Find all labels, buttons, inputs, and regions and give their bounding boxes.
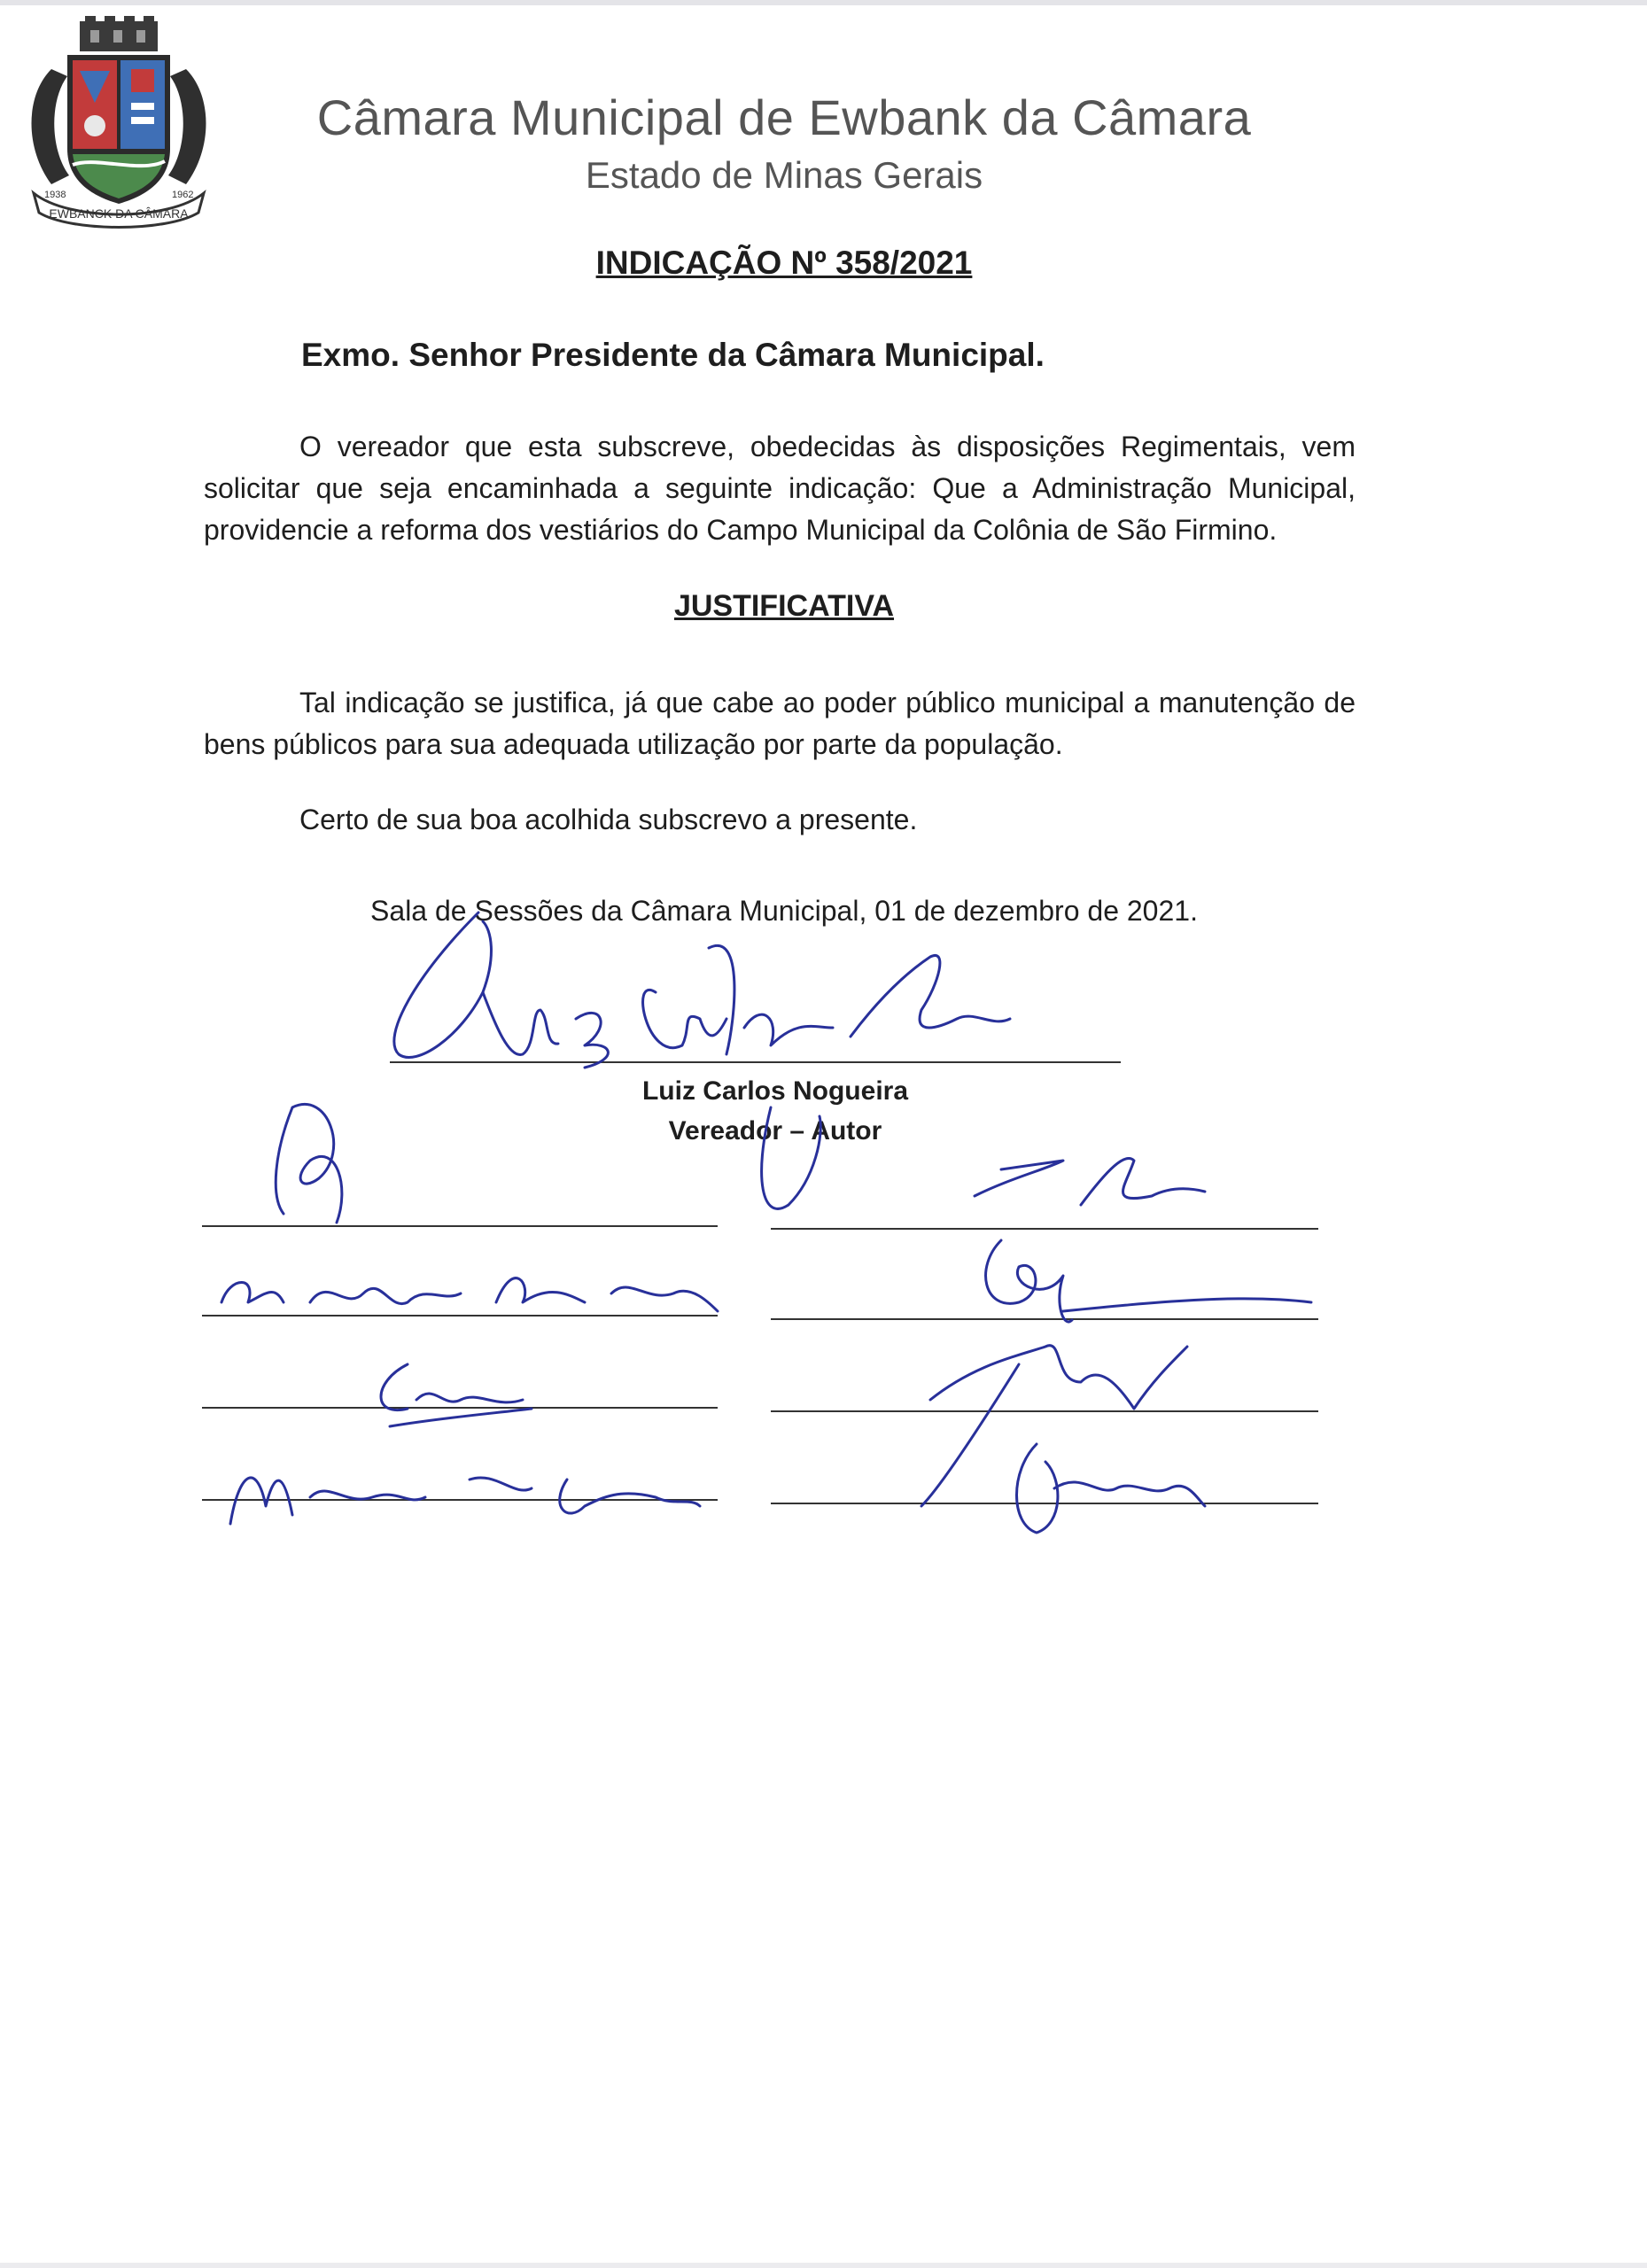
cosigner-signature-left-2 — [221, 1278, 718, 1311]
cosigner-line-right-1 — [771, 1228, 1318, 1230]
cosigner-line-right-3 — [771, 1410, 1318, 1412]
cosigner-signature-right-1 — [975, 1158, 1205, 1205]
author-name: Luiz Carlos Nogueira — [641, 1076, 909, 1106]
cosigner-line-left-3 — [202, 1407, 718, 1409]
cosigner-line-right-2 — [771, 1318, 1318, 1320]
cosigner-signature-right-3 — [921, 1346, 1187, 1506]
state-subtitle: Estado de Minas Gerais — [585, 154, 983, 196]
svg-text:1962: 1962 — [172, 190, 194, 200]
justification-heading: JUSTIFICATIVA — [673, 589, 895, 623]
svg-text:EWBANCK DA CÂMARA: EWBANCK DA CÂMARA — [49, 206, 189, 221]
scan-edge-bottom — [0, 2263, 1647, 2268]
cosigner-signature-left-1 — [276, 1104, 342, 1223]
cosigner-line-right-4 — [771, 1503, 1318, 1504]
chamber-title: Câmara Municipal de Ewbank da Câmara — [316, 89, 1252, 145]
cosigner-line-left-2 — [202, 1315, 718, 1317]
svg-text:1938: 1938 — [44, 190, 66, 200]
cosigner-line-left-4 — [202, 1499, 718, 1501]
municipal-coat-of-arms-icon — [16, 16, 221, 229]
cosigner-signature-right-4 — [1017, 1444, 1206, 1533]
cosigner-line-left-1 — [202, 1225, 718, 1227]
author-signature-line — [390, 1061, 1121, 1063]
closing-paragraph: Certo de sua boa acolhida subscrevo a presente. — [299, 804, 918, 835]
cosigner-signature-right-2 — [986, 1240, 1311, 1322]
request-paragraph: O vereador que esta subscreve, obedecidas às disposições Regimentais, vem solicitar que seja encaminhada a seguinte indicação: Que a Administração Municipal, providencie a reforma dos vestiários do Campo Municipal da Colônia de São Firmino. — [204, 431, 1356, 546]
author-signature — [394, 913, 1010, 1068]
author-role: Vereador – Autor — [668, 1116, 882, 1146]
justification-paragraph: Tal indicação se justifica, já que cabe ao poder público municipal a manutenção de bens públicos para sua adequada utilização por parte da população. — [204, 687, 1356, 760]
dateline: Sala de Sessões da Câmara Municipal, 01 de dezembro de 2021. — [370, 895, 1198, 927]
document-number: INDICAÇÃO Nº 358/2021 — [595, 245, 973, 281]
cosigner-signature-left-3 — [381, 1364, 532, 1426]
scan-edge-top — [0, 0, 1647, 5]
salutation: Exmo. Senhor Presidente da Câmara Municipal. — [301, 337, 1045, 373]
